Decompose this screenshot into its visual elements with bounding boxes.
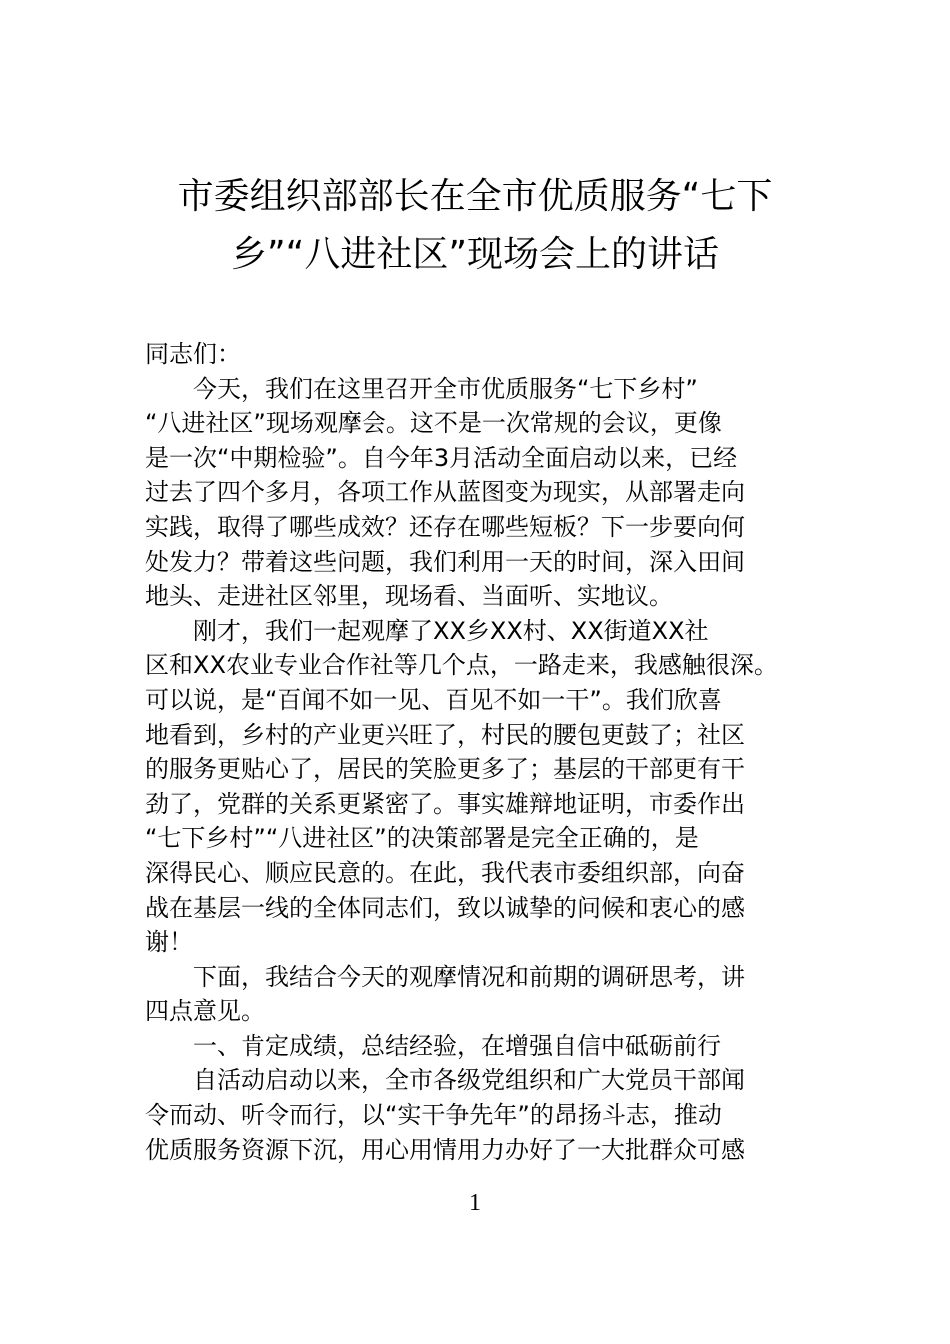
paragraph-3-line-2: 四点意见。 — [145, 997, 265, 1026]
title-line-1: 市委组织部部长在全市优质服务“七下 — [177, 176, 773, 217]
paragraph-2-line-8: 深得民心、顺应民意的。在此，我代表市委组织部，向奋 — [145, 858, 745, 887]
paragraph-2-line-5: 的服务更贴心了，居民的笑脸更多了；基层的干部更有干 — [145, 755, 745, 784]
paragraph-1-line-1: 今天，我们在这里召开全市优质服务“七下乡村” — [193, 374, 698, 403]
paragraph-2-line-10: 谢！ — [145, 928, 193, 957]
section-heading-1: 一、肯定成绩，总结经验，在增强自信中砥砺前行 — [193, 1031, 721, 1060]
paragraph-2-line-1: 刚才，我们一起观摩了XX乡XX村、XX街道XX社 — [193, 616, 709, 645]
paragraph-4-line-1: 自活动启动以来，全市各级党组织和广大党员干部闻 — [193, 1066, 745, 1095]
paragraph-2-line-9: 战在基层一线的全体同志们，致以诚挚的问候和衷心的感 — [145, 893, 745, 922]
paragraph-1-line-7: 地头、走进社区邻里，现场看、当面听、实地议。 — [145, 582, 673, 611]
paragraph-4-line-2: 令而动、听令而行，以“实干争先年”的昂扬斗志，推动 — [145, 1101, 722, 1130]
paragraph-1-line-3: 是一次“中期检验”。自今年3月活动全面启动以来，已经 — [145, 443, 738, 472]
paragraph-4-line-3: 优质服务资源下沉，用心用情用力办好了一大批群众可感 — [145, 1135, 745, 1164]
paragraph-2-line-7: “七下乡村”“八进社区”的决策部署是完全正确的，是 — [145, 824, 699, 853]
paragraph-1-line-4: 过去了四个多月，各项工作从蓝图变为现实，从部署走向 — [145, 478, 745, 507]
paragraph-3-line-1: 下面，我结合今天的观摩情况和前期的调研思考，讲 — [193, 962, 745, 991]
paragraph-1-line-5: 实践，取得了哪些成效？还存在哪些短板？下一步要向何 — [145, 512, 745, 541]
salutation: 同志们： — [145, 340, 241, 368]
paragraph-2-line-2: 区和XX农业专业合作社等几个点，一路走来，我感触很深。 — [145, 651, 778, 680]
paragraph-2-line-6: 劲了，党群的关系更紧密了。事实雄辩地证明，市委作出 — [145, 789, 745, 818]
paragraph-1-line-2: “八进社区”现场观摩会。这不是一次常规的会议，更像 — [145, 409, 722, 438]
paragraph-2-line-4: 地看到，乡村的产业更兴旺了，村民的腰包更鼓了；社区 — [145, 720, 745, 749]
paragraph-1-line-6: 处发力？带着这些问题，我们利用一天的时间，深入田间 — [145, 547, 745, 576]
title-line-2: 乡”“八进社区”现场会上的讲话 — [231, 234, 719, 275]
document-title — [0, 168, 950, 284]
document-body — [145, 337, 810, 1167]
page-number: 1 — [469, 1190, 481, 1216]
paragraph-2-line-3: 可以说，是“百闻不如一见、百见不如一干”。我们欣喜 — [145, 685, 722, 714]
